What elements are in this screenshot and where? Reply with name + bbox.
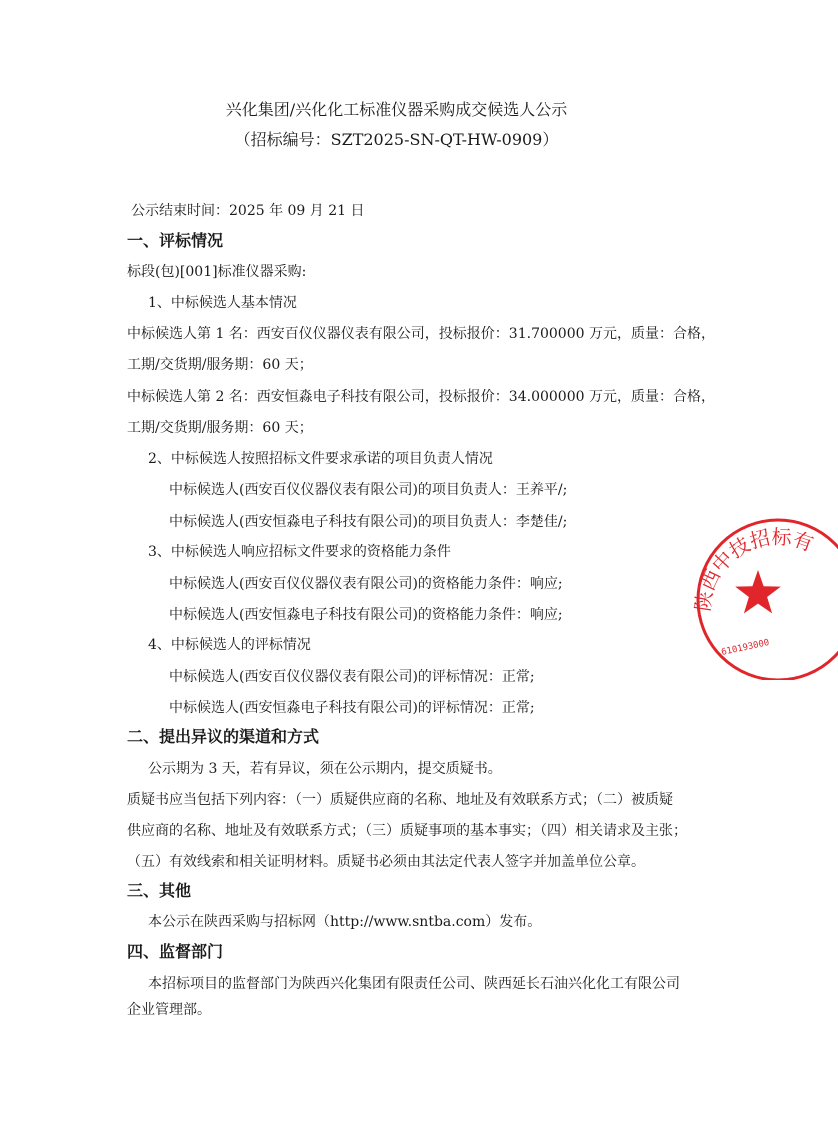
seal-code: 610193000 — [720, 638, 771, 658]
candidate-2-period: 工期/交货期/服务期：60 天； — [127, 420, 313, 436]
section-heading-objection: 二、提出异议的渠道和方式 — [127, 727, 320, 746]
project-leader-2: 中标候选人(西安恒淼电子科技有限公司)的项目负责人：李楚佳/; — [169, 514, 568, 530]
objection-contents-1: 质疑书应当包括下列内容：（一）质疑供应商的名称、地址及有效联系方式；（二）被质疑 — [127, 792, 673, 808]
evaluation-status-2: 中标候选人(西安恒淼电子科技有限公司)的评标情况：正常; — [169, 700, 535, 716]
announcement-end-time: 公示结束时间：2025 年 09 月 21 日 — [131, 203, 365, 219]
section-heading-evaluation: 一、评标情况 — [127, 231, 224, 250]
subsection-heading-qualification: 3、中标候选人响应招标文件要求的资格能力条件 — [148, 544, 451, 560]
subsection-heading-project-leader: 2、中标候选人按照招标文件要求承诺的项目负责人情况 — [148, 451, 493, 467]
section-heading-supervision: 四、监督部门 — [127, 942, 224, 961]
objection-period: 公示期为 3 天，若有异议，须在公示期内，提交质疑书。 — [148, 761, 502, 777]
objection-contents-2: 供应商的名称、地址及有效联系方式；（三）质疑事项的基本事实；（四）相关请求及主张； — [127, 823, 687, 839]
section-heading-other: 三、其他 — [127, 881, 192, 900]
company-seal — [688, 510, 838, 680]
tender-number: （招标编号：SZT2025-SN-QT-HW-0909） — [234, 130, 559, 149]
qualification-1: 中标候选人(西安百仪仪器仪表有限公司)的资格能力条件：响应; — [169, 576, 563, 592]
candidate-1-line: 中标候选人第 1 名：西安百仪仪器仪表有限公司，投标报价：31.700000 万元，质量：合格， — [127, 326, 715, 342]
seal-text: 陕西中技招标有 — [690, 524, 817, 613]
supervision-line-1: 本招标项目的监督部门为陕西兴化集团有限责任公司、陕西延长石油兴化化工有限公司 — [148, 976, 680, 992]
document-title: 兴化集团/兴化化工标准仪器采购成交候选人公示 — [225, 100, 568, 119]
evaluation-status-1: 中标候选人(西安百仪仪器仪表有限公司)的评标情况：正常; — [169, 669, 535, 685]
objection-contents-3: （五）有效线索和相关证明材料。质疑书必须由其法定代表人签字并加盖单位公章。 — [127, 854, 645, 870]
supervision-line-2: 企业管理部。 — [127, 1002, 211, 1018]
candidate-2-line: 中标候选人第 2 名：西安恒淼电子科技有限公司，投标报价：34.000000 万元，质量：合格， — [127, 389, 715, 405]
lot-label: 标段(包)[001]标准仪器采购: — [127, 264, 307, 280]
subsection-heading-evaluation-status: 4、中标候选人的评标情况 — [148, 637, 311, 653]
qualification-2: 中标候选人(西安恒淼电子科技有限公司)的资格能力条件：响应; — [169, 607, 563, 623]
subsection-heading-basic-info: 1、中标候选人基本情况 — [148, 295, 297, 311]
seal-star-icon — [735, 570, 781, 613]
candidate-1-period: 工期/交货期/服务期：60 天； — [127, 357, 313, 373]
publication-notice: 本公示在陕西采购与招标网（http://www.sntba.com）发布。 — [148, 914, 542, 930]
project-leader-1: 中标候选人(西安百仪仪器仪表有限公司)的项目负责人：王养平/; — [169, 482, 568, 498]
